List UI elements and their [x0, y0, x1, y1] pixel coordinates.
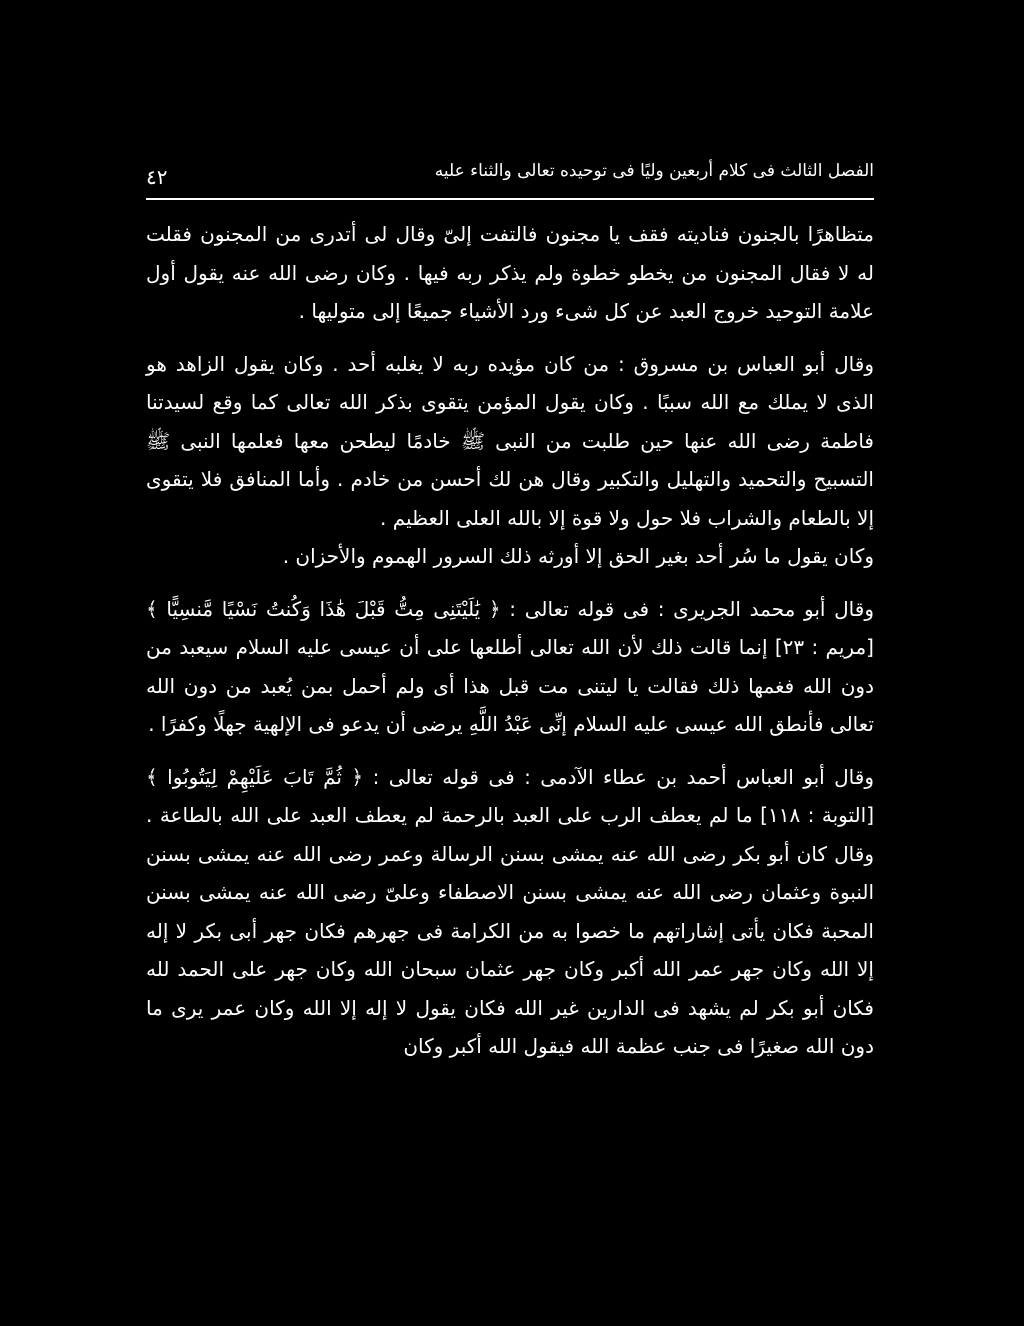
- paragraph: وقال أبو العباس بن مسروق : من كان مؤيده ربه لا يغلبه أحد . وكان يقول الزاهد هو الذى لا يملك مع الله سببًا . وكان يقول المؤمن يتقوى بذكر الله تعالى كما وقع لسيدتنا فاطمة رضى الله عنها حين طلبت من النبى ﷺ خادمًا ليطحن معها فعلمها النبى ﷺ التسبيح والتحميد والتهليل والتكبير وقال هن لك أحسن من خادم . وأما المنافق فلا يتقوى إلا بالطعام والشراب فلا حول ولا قوة إلا بالله العلى العظيم .: [146, 351, 874, 530]
- paragraph: وقال أبو محمد الجريرى : فى قوله تعالى : ﴿ يَٰلَيْتَنِى مِتُّ قَبْلَ هَٰذَا وَكُنتُ نَسْيًا مَّنسِيًّا ﴾ [مريم : ٢٣] إنما قالت ذلك لأن الله تعالى أطلعها على أن عيسى عليه السلام سيعبد من دون الله فغمها ذلك فقالت يا ليتنى مت قبل هذا أى ولم أحمل بمن يُعبد من دون الله تعالى فأنطق الله عيسى عليه السلام إنِّى عَبْدُ اللَّهِ يرضى أن يدعو فى الإلهية جهلًا وكفرًا .: [146, 596, 874, 736]
- paragraph: متظاهرًا بالجنون فناديته فقف يا مجنون فالتفت إلىّ وقال لى أتدرى من المجنون فقلت له لا فقال المجنون من يخطو خطوة ولم يذكر ربه فيها . وكان رضى الله عنه يقول أول علامة التوحيد خروج العبد عن كل شىء ورد الأشياء جميعًا إلى متوليها .: [146, 222, 874, 323]
- page-header: [146, 160, 874, 200]
- header-divider: [146, 198, 874, 200]
- paragraph: وقال أبو العباس أحمد بن عطاء الآدمى : فى قوله تعالى : ﴿ ثُمَّ تَابَ عَلَيْهِمْ لِيَتُوبُوا ﴾ [التوبة : ١١٨] ما لم يعطف الرب على العبد بالرحمة لم يعطف العبد على الله بالطاعة . وقال كان أبو بكر رضى الله عنه يمشى بسنن الرسالة وعمر رضى الله عنه يمشى بسنن النبوة وعثمان رضى الله عنه يمشى بسنن الاصطفاء وعلىّ رضى الله عنه يمشى بسنن المحبة فكان يأتى إشاراتهم ما خصوا به من الكرامة فى جهرهم فكان جهر أبى بكر لا إله إلا الله وكان جهر عمر الله أكبر وكان جهر عثمان سبحان الله وكان جهر على الحمد لله فكان أبو بكر لم يشهد فى الدارين غير الله فكان يقول لا إله إلا الله وكان عمر يرى ما دون الله صغيرًا فى جنب عظمة الله فيقول الله أكبر وكان: [146, 764, 874, 1058]
- body-text: [146, 215, 874, 1066]
- page-number: ٤٢: [146, 165, 168, 189]
- paragraph: وكان يقول ما سُر أحد بغير الحق إلا أورثه ذلك السرور الهموم والأحزان .: [282, 544, 874, 568]
- chapter-title: الفصل الثالث فى كلام أربعين وليًا فى توحيده تعالى والثناء عليه: [434, 161, 874, 181]
